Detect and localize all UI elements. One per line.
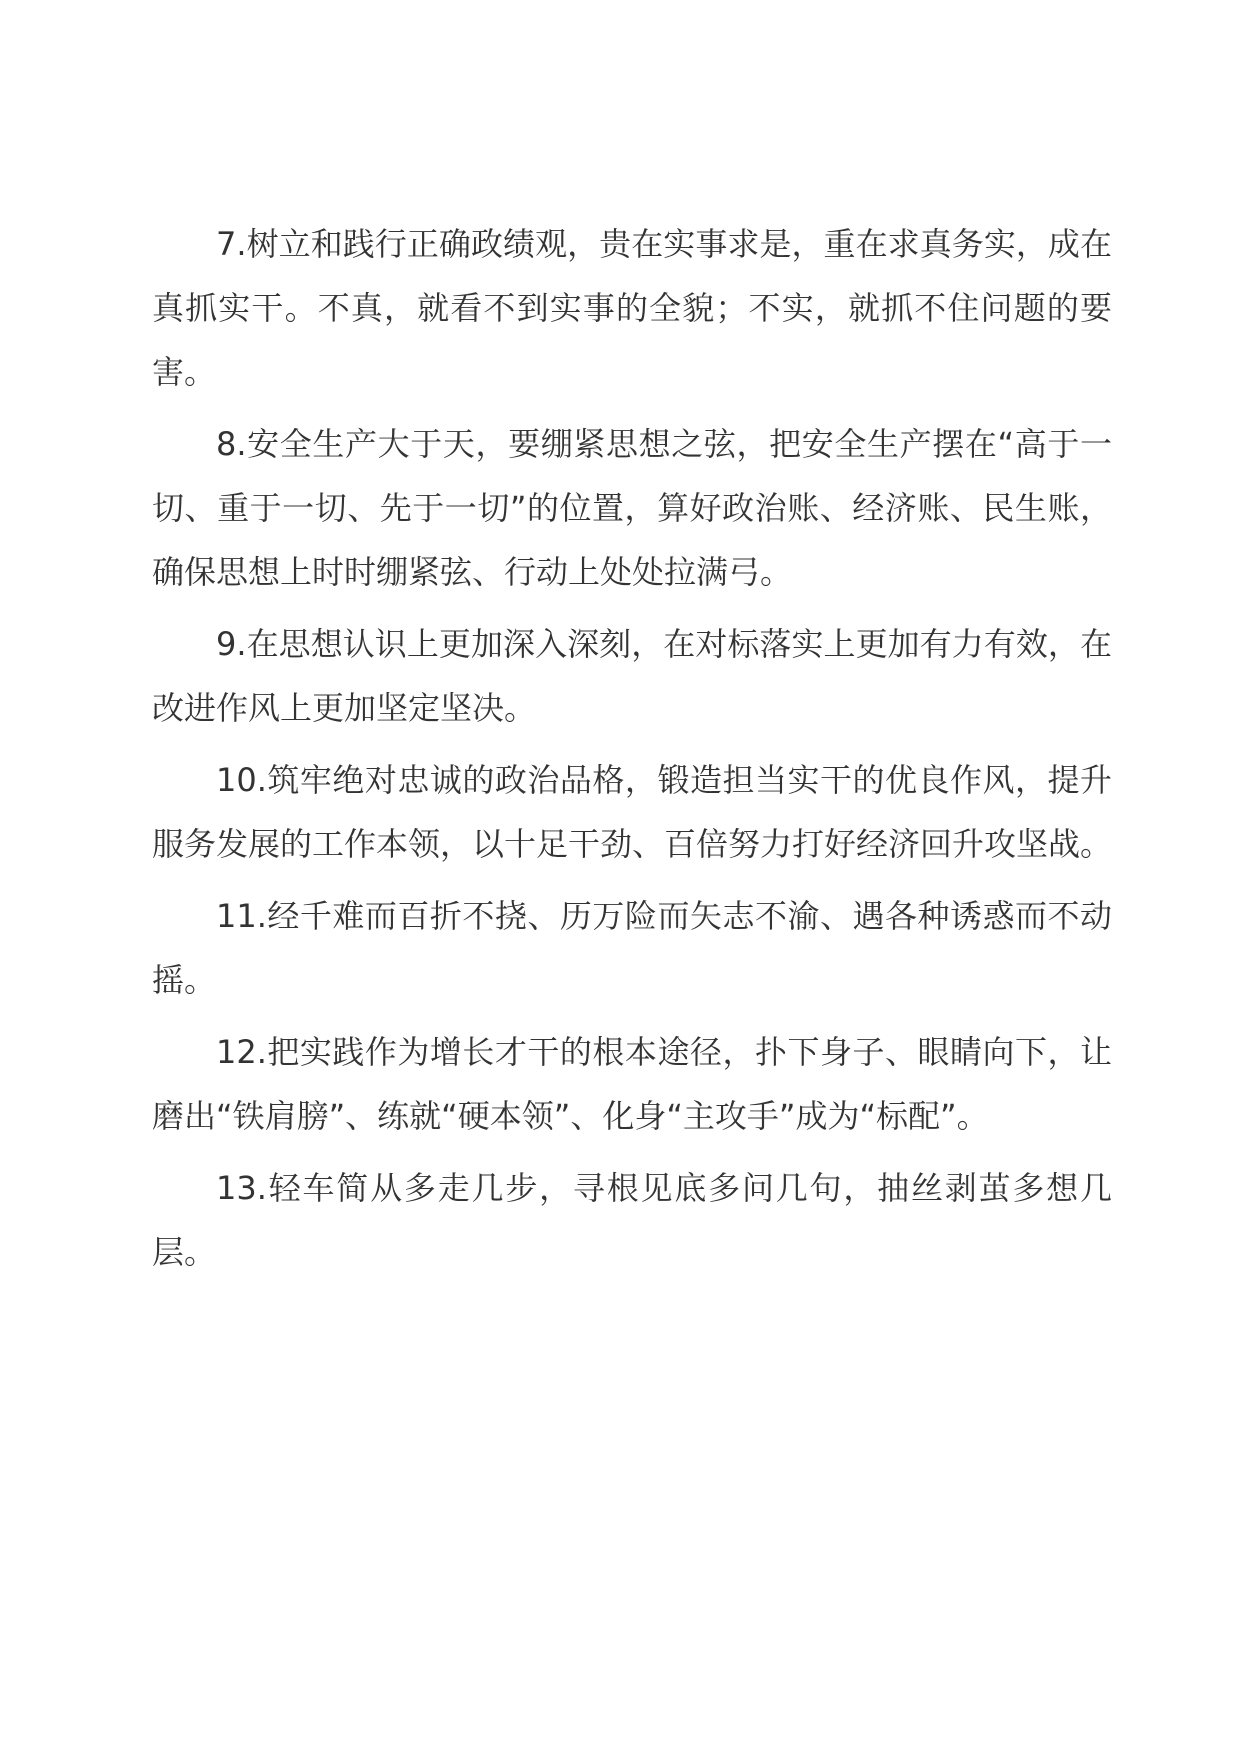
paragraph-9: 9.在思想认识上更加深入深刻，在对标落实上更加有力有效，在改进作风上更加坚定坚决。	[152, 625, 1112, 727]
paragraph-13: 13.轻车简从多走几步，寻根见底多问几句，抽丝剥茧多想几层。	[152, 1169, 1112, 1271]
paragraph-12: 12.把实践作为增长才干的根本途径，扑下身子、眼睛向下，让磨出“铁肩膀”、练就“硬本领”、化身“主攻手”成为“标配”。	[152, 1033, 1112, 1135]
paragraph-11: 11.经千难而百折不挠、历万险而矢志不渝、遇各种诱惑而不动摇。	[152, 897, 1112, 999]
paragraph-8: 8.安全生产大于天，要绷紧思想之弦，把安全生产摆在“高于一切、重于一切、先于一切”的位置，算好政治账、经济账、民生账，确保思想上时时绷紧弦、行动上处处拉满弓。	[152, 425, 1112, 591]
paragraph-10: 10.筑牢绝对忠诚的政治品格，锻造担当实干的优良作风，提升服务发展的工作本领，以十足干劲、百倍努力打好经济回升攻坚战。	[152, 761, 1113, 863]
document-body	[152, 212, 1112, 1292]
paragraph-7: 7.树立和践行正确政绩观，贵在实事求是，重在求真务实，成在真抓实干。不真，就看不到实事的全貌；不实，就抓不住问题的要害。	[152, 225, 1112, 391]
